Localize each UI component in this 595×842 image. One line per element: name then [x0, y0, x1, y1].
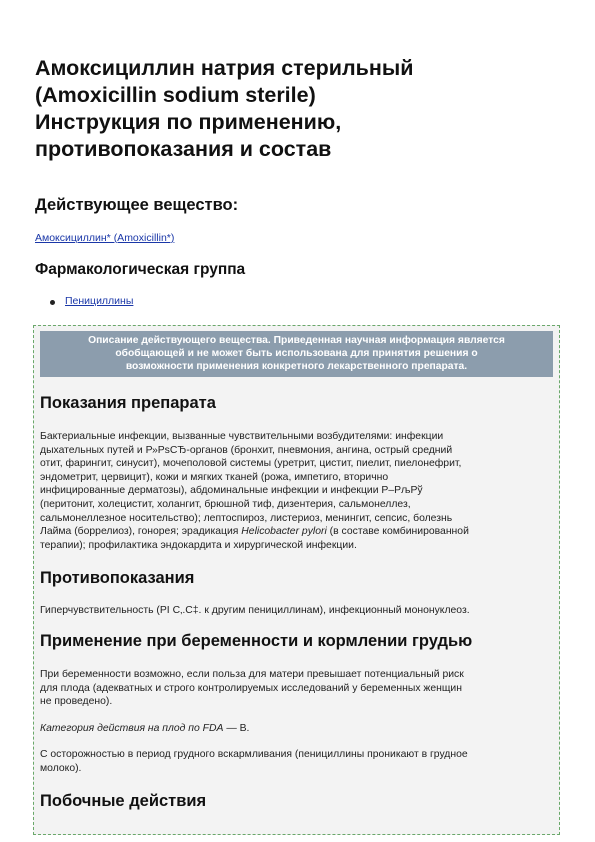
breastfeeding-line-1: С осторожностью в период грудного вскармливания (пенициллины проникают в грудное [40, 749, 468, 760]
indications-line-3: отит, фарингит, синусит), мочеполовой системы (уретрит, цистит, пиелит, пиелонефрит, [40, 458, 462, 470]
title-line-2: (Amoxicillin sodium sterile) [35, 83, 316, 107]
pregnancy-line-3: не проведено). [40, 696, 113, 708]
active-substance-link[interactable]: Амоксициллин* (Amoxicillin*) [35, 232, 175, 244]
title-line-4: противопоказания и состав [35, 137, 332, 161]
substance-description-panel [33, 325, 560, 835]
fda-category-label: Категория действия на плод по FDA [40, 723, 224, 734]
indications-line-8-start: Лайма (боррелиоз), гонорея; эрадикация [40, 526, 242, 538]
indications-line-7: сальмонеллезное носительство); лептоспироз, листериоз, менингит, сепсис, болезнь [40, 512, 453, 524]
pharm-group-heading: Фармакологическая группа [35, 261, 246, 278]
breastfeeding-text [40, 748, 552, 775]
title-line-3: Инструкция по применению, [35, 110, 342, 134]
side-effects-heading: Побочные действия [40, 792, 207, 810]
pregnancy-heading: Применение при беременности и кормлении грудью [40, 632, 473, 650]
contraindications-text [40, 604, 552, 618]
contraindications-heading: Противопоказания [40, 569, 195, 587]
fda-category-line [40, 722, 552, 736]
fda-category-text [40, 722, 552, 736]
indications-heading: Показания препарата [40, 394, 216, 412]
indications-line-9: терапии); профилактика эндокардита и хирургической инфекции. [40, 539, 357, 551]
pharm-group-list [50, 295, 133, 307]
indications-text [40, 430, 552, 552]
indications-line-8 [40, 525, 552, 539]
pregnancy-line-2: для плода (адекватных и строго контролируемых исследований у беременных женщин [40, 682, 462, 694]
title-line-1: Амоксициллин натрия стерильный [35, 56, 414, 80]
notice-line-3: возможности применения конкретного лекарственного препарата. [125, 361, 468, 372]
pregnancy-line-1: При беременности возможно, если польза для матери превышает потенциальный риск [40, 669, 464, 680]
indications-line-4: эндометрит, цервицит), кожи и мягких тканей (рожа, импетиго, вторично [40, 471, 389, 483]
pharm-group-item [50, 295, 133, 307]
contraindications-line: Гиперчувствительность (РІ С‚.С‡. к другим пенициллинам), инфекционный мононуклеоз. [40, 605, 470, 616]
indications-line-8-end: (в составе комбинированной [326, 526, 469, 538]
indications-line-5: инфицированные дерматозы), абдоминальные инфекции и инфекции Р–РљРў [40, 485, 423, 497]
indications-line-6: (перитонит, холецистит, холангит, брюшной тиф, дизентерия, сальмонеллез, [40, 498, 411, 510]
pharm-group-link[interactable]: Пенициллины [65, 295, 134, 307]
document-title [35, 55, 565, 163]
breastfeeding-line-2: молоко). [40, 762, 82, 774]
notice-line-1: Описание действующего вещества. Приведенная научная информация является [88, 335, 505, 346]
disclaimer-notice [40, 331, 553, 377]
indications-line-1: Бактериальные инфекции, вызванные чувствительными возбудителями: инфекции [40, 431, 444, 442]
helicobacter-term: Helicobacter pylori [241, 526, 327, 538]
active-substance-heading: Действующее вещество: [35, 196, 239, 214]
bullet-icon [50, 300, 55, 305]
pregnancy-text [40, 668, 552, 709]
fda-category-value: — B. [223, 723, 250, 734]
indications-line-2: дыхательных путей и Р»РѕСЂ-органов (бронхит, пневмония, ангина, острый средний [40, 444, 453, 456]
notice-line-2: обобщающей и не может быть использована для принятия решения о [115, 348, 478, 359]
